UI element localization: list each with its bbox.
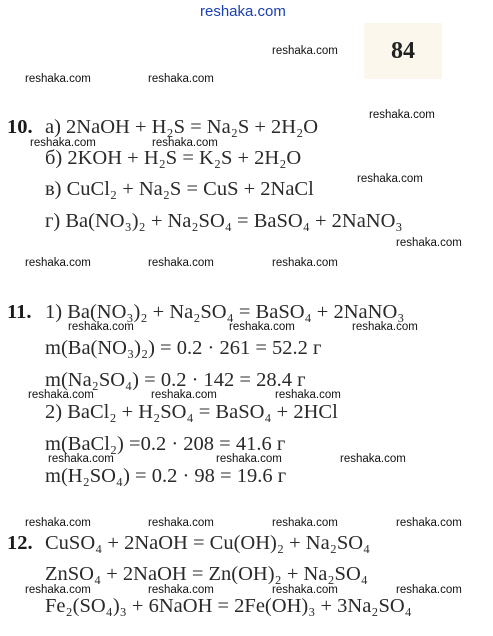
watermark: reshaka.com: [25, 584, 91, 596]
equation-line: ZnSO₄ + 2NaOH = Zn(OH)₂ + Na₂SO₄: [45, 563, 368, 585]
problem-10-number: 10.: [7, 116, 33, 138]
equation-line: а) 2NaOH + H₂S = Na₂S + 2H₂O: [45, 116, 319, 138]
watermark: reshaka.com: [272, 45, 338, 57]
equation-line: б) 2KOH + H₂S = K₂S + 2H₂O: [45, 147, 302, 169]
watermark: reshaka.com: [340, 453, 406, 465]
watermark: reshaka.com: [272, 257, 338, 269]
watermark: reshaka.com: [148, 73, 214, 85]
watermark: reshaka.com: [48, 453, 114, 465]
watermark: reshaka.com: [152, 137, 218, 149]
watermark: reshaka.com: [272, 584, 338, 596]
equation-line: г) Ba(NO₃)₂ + Na₂SO₄ = BaSO₄ + 2NaNO₃: [45, 210, 403, 232]
watermark: reshaka.com: [396, 237, 462, 249]
watermark: reshaka.com: [272, 517, 338, 529]
page-number: 84: [364, 23, 442, 79]
watermark: reshaka.com: [28, 389, 94, 401]
calculation-line: m(H₂SO₄) = 0.2 · 98 = 19.6 г: [45, 465, 287, 487]
watermark: reshaka.com: [357, 173, 423, 185]
watermark: reshaka.com: [30, 137, 96, 149]
calculation-line: m(Na₂SO₄) = 0.2 · 142 = 28.4 г: [45, 369, 306, 391]
equation-line: Fe₂(SO₄)₃ + 6NaOH = 2Fe(OH)₃ + 3Na₂SO₄: [45, 595, 412, 617]
watermark: reshaka.com: [148, 517, 214, 529]
watermark: reshaka.com: [25, 517, 91, 529]
equation-line: 1) Ba(NO₃)₂ + Na₂SO₄ = BaSO₄ + 2NaNO₃: [45, 301, 405, 323]
watermark: reshaka.com: [216, 453, 282, 465]
equation-line: в) CuCl₂ + Na₂S = CuS + 2NaCl: [45, 178, 314, 200]
watermark: reshaka.com: [369, 109, 435, 121]
watermark: reshaka.com: [396, 517, 462, 529]
watermark: reshaka.com: [275, 389, 341, 401]
watermark: reshaka.com: [68, 321, 134, 333]
watermark: reshaka.com: [352, 321, 418, 333]
equation-line: CuSO₄ + 2NaOH = Cu(OH)₂ + Na₂SO₄: [45, 532, 371, 554]
watermark-top: reshaka.com: [200, 3, 286, 20]
watermark: reshaka.com: [148, 257, 214, 269]
watermark: reshaka.com: [229, 321, 295, 333]
equation-line: 2) BaCl₂ + H₂SO₄ = BaSO₄ + 2HCl: [45, 401, 338, 423]
problem-11-number: 11.: [7, 301, 32, 323]
problem-12-number: 12.: [7, 532, 33, 554]
watermark: reshaka.com: [25, 257, 91, 269]
watermark: reshaka.com: [151, 389, 217, 401]
watermark: reshaka.com: [148, 584, 214, 596]
calculation-line: m(Ba(NO₃)₂) = 0.2 · 261 = 52.2 г: [45, 337, 322, 359]
watermark: reshaka.com: [25, 73, 91, 85]
calculation-line: m(BaCl₂) =0.2 · 208 = 41.6 г: [45, 433, 286, 455]
watermark: reshaka.com: [396, 584, 462, 596]
